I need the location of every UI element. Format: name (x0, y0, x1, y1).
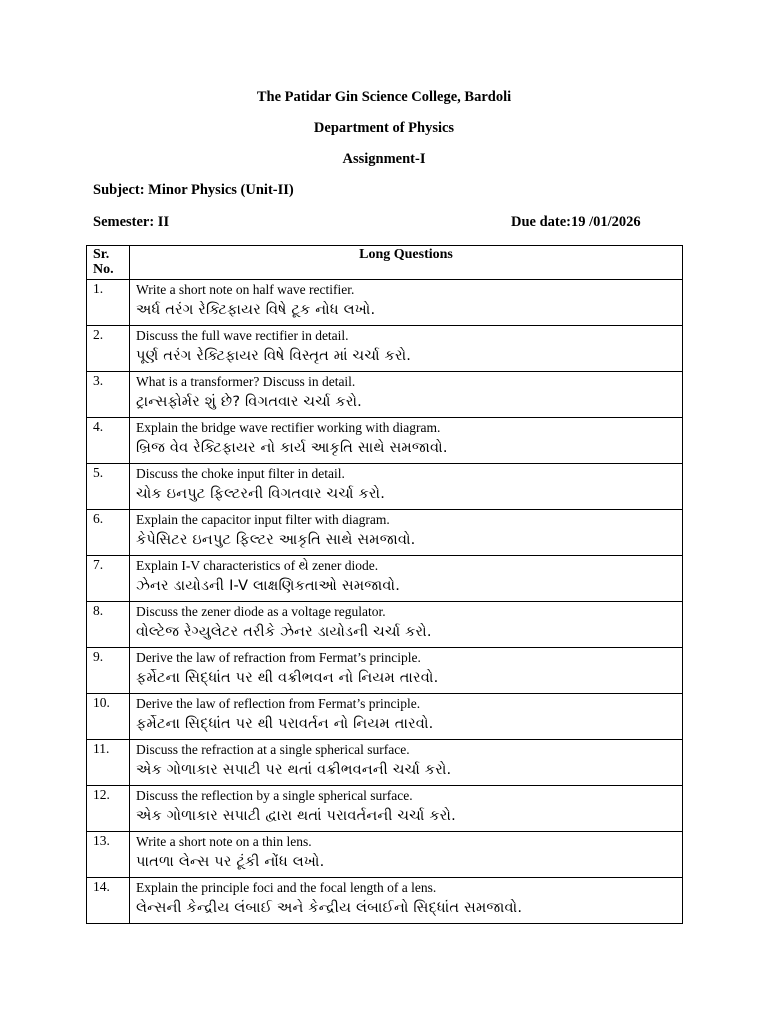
due-date-label: Due date:19 /01/2026 (511, 214, 641, 230)
table-row (87, 694, 683, 740)
question-english: What is a transformer? Discuss in detail. (136, 374, 356, 389)
question-cell (130, 556, 683, 602)
question-cell (130, 372, 683, 418)
question-number: 1. (87, 280, 130, 326)
question-number: 2. (87, 326, 130, 372)
table-row (87, 740, 683, 786)
long-questions-header: Long Questions (130, 246, 683, 280)
question-gujarati: ટ્રાન્સફોર્મર શું છે? વિગતવાર ચર્ચા કરો. (136, 394, 362, 410)
table-row (87, 878, 683, 924)
table-row (87, 280, 683, 326)
sr-no-header: Sr. No. (87, 246, 130, 280)
question-english: Derive the law of refraction from Fermat’s principle. (136, 650, 421, 665)
question-cell (130, 464, 683, 510)
table-row (87, 510, 683, 556)
question-cell (130, 280, 683, 326)
question-english: Write a short note on half wave rectifier. (136, 282, 355, 297)
question-cell (130, 648, 683, 694)
question-english: Explain the bridge wave rectifier working with diagram. (136, 420, 441, 435)
question-cell (130, 602, 683, 648)
semester-label: Semester: II (93, 214, 170, 230)
question-gujarati: લેન્સની કેન્દ્રીય લંબાઈ અને કેન્દ્રીય લંબાઈનો સિદ્ધાંત સમજાવો. (136, 900, 523, 916)
question-cell (130, 878, 683, 924)
question-gujarati: ફર્મેટના સિદ્ધાંત પર થી પરાવર્તન નો નિયમ તારવો. (136, 716, 434, 732)
question-gujarati: ઝેનર ડાયોડની I-V લાક્ષણિકતાઓ સમજાવો. (136, 578, 401, 594)
table-row (87, 602, 683, 648)
question-gujarati: એક ગોળાકાર સપાટી દ્વારા થતાં પરાવર્તનની ચર્ચા કરો. (136, 808, 456, 824)
subject-label: Subject: Minor Physics (Unit-II) (93, 182, 294, 198)
table-row (87, 464, 683, 510)
question-number: 9. (87, 648, 130, 694)
question-number: 14. (87, 878, 130, 924)
question-english: Discuss the refraction at a single spherical surface. (136, 742, 410, 757)
question-gujarati: ફર્મેટના સિદ્ધાંત પર થી વક્રીભવન નો નિયમ તારવો. (136, 670, 439, 686)
question-number: 7. (87, 556, 130, 602)
question-number: 6. (87, 510, 130, 556)
question-english: Explain I-V characteristics of થે zener diode. (136, 558, 379, 573)
question-gujarati: બ્રિજ વેવ રેક્ટિફાયર નો કાર્ય આકૃતિ સાથે સમજાવો. (136, 440, 448, 456)
table-row (87, 832, 683, 878)
question-number: 3. (87, 372, 130, 418)
question-gujarati: કેપેસિટર ઇનપુટ ફિલ્ટર આકૃતિ સાથે સમજાવો. (136, 532, 416, 548)
question-english: Discuss the full wave rectifier in detail. (136, 328, 349, 343)
question-english: Discuss the zener diode as a voltage regulator. (136, 604, 386, 619)
question-gujarati: પૂર્ણ તરંગ રેક્ટિફાયર વિષે વિસ્તૃત માં ચર્ચા કરો. (136, 348, 412, 364)
question-english: Discuss the choke input filter in detail. (136, 466, 345, 481)
question-gujarati: અર્ધ તરંગ રેક્ટિફાયર વિષે ટૂક નોધ લખો. (136, 302, 376, 318)
question-number: 11. (87, 740, 130, 786)
table-row (87, 556, 683, 602)
question-number: 5. (87, 464, 130, 510)
question-cell (130, 694, 683, 740)
question-cell (130, 832, 683, 878)
question-cell (130, 786, 683, 832)
question-cell (130, 510, 683, 556)
question-english: Explain the capacitor input filter with diagram. (136, 512, 390, 527)
question-cell (130, 740, 683, 786)
table-row (87, 786, 683, 832)
questions-table (86, 245, 683, 924)
question-english: Derive the law of reflection from Fermat’s principle. (136, 696, 421, 711)
question-number: 10. (87, 694, 130, 740)
table-row (87, 326, 683, 372)
question-number: 13. (87, 832, 130, 878)
table-row (87, 648, 683, 694)
assignment-title: Assignment-I (342, 151, 426, 167)
question-english: Discuss the reflection by a single spherical surface. (136, 788, 413, 803)
question-cell (130, 326, 683, 372)
questions-body (87, 280, 683, 924)
question-number: 4. (87, 418, 130, 464)
question-gujarati: એક ગોળાકાર સપાટી પર થતાં વક્રીભવનની ચર્ચા કરો. (136, 762, 452, 778)
table-row (87, 418, 683, 464)
question-gujarati: વોલ્ટેજ રેગ્યુલેટર તરીકે ઝેનર ડાયોડની ચર્ચા કરો. (136, 624, 432, 640)
table-header-row (87, 246, 683, 280)
question-gujarati: પાતળા લેન્સ પર ટૂંકી નોંધ લખો. (136, 854, 325, 870)
college-title: The Patidar Gin Science College, Bardoli (256, 89, 512, 105)
table-row (87, 372, 683, 418)
question-cell (130, 418, 683, 464)
question-english: Explain the principle foci and the focal length of a lens. (136, 880, 437, 895)
question-number: 12. (87, 786, 130, 832)
question-number: 8. (87, 602, 130, 648)
department-title: Department of Physics (313, 120, 455, 136)
question-gujarati: ચોક ઇનપુટ ફિલ્ટરની વિગતવાર ચર્ચા કરો. (136, 486, 386, 502)
question-english: Write a short note on a thin lens. (136, 834, 312, 849)
